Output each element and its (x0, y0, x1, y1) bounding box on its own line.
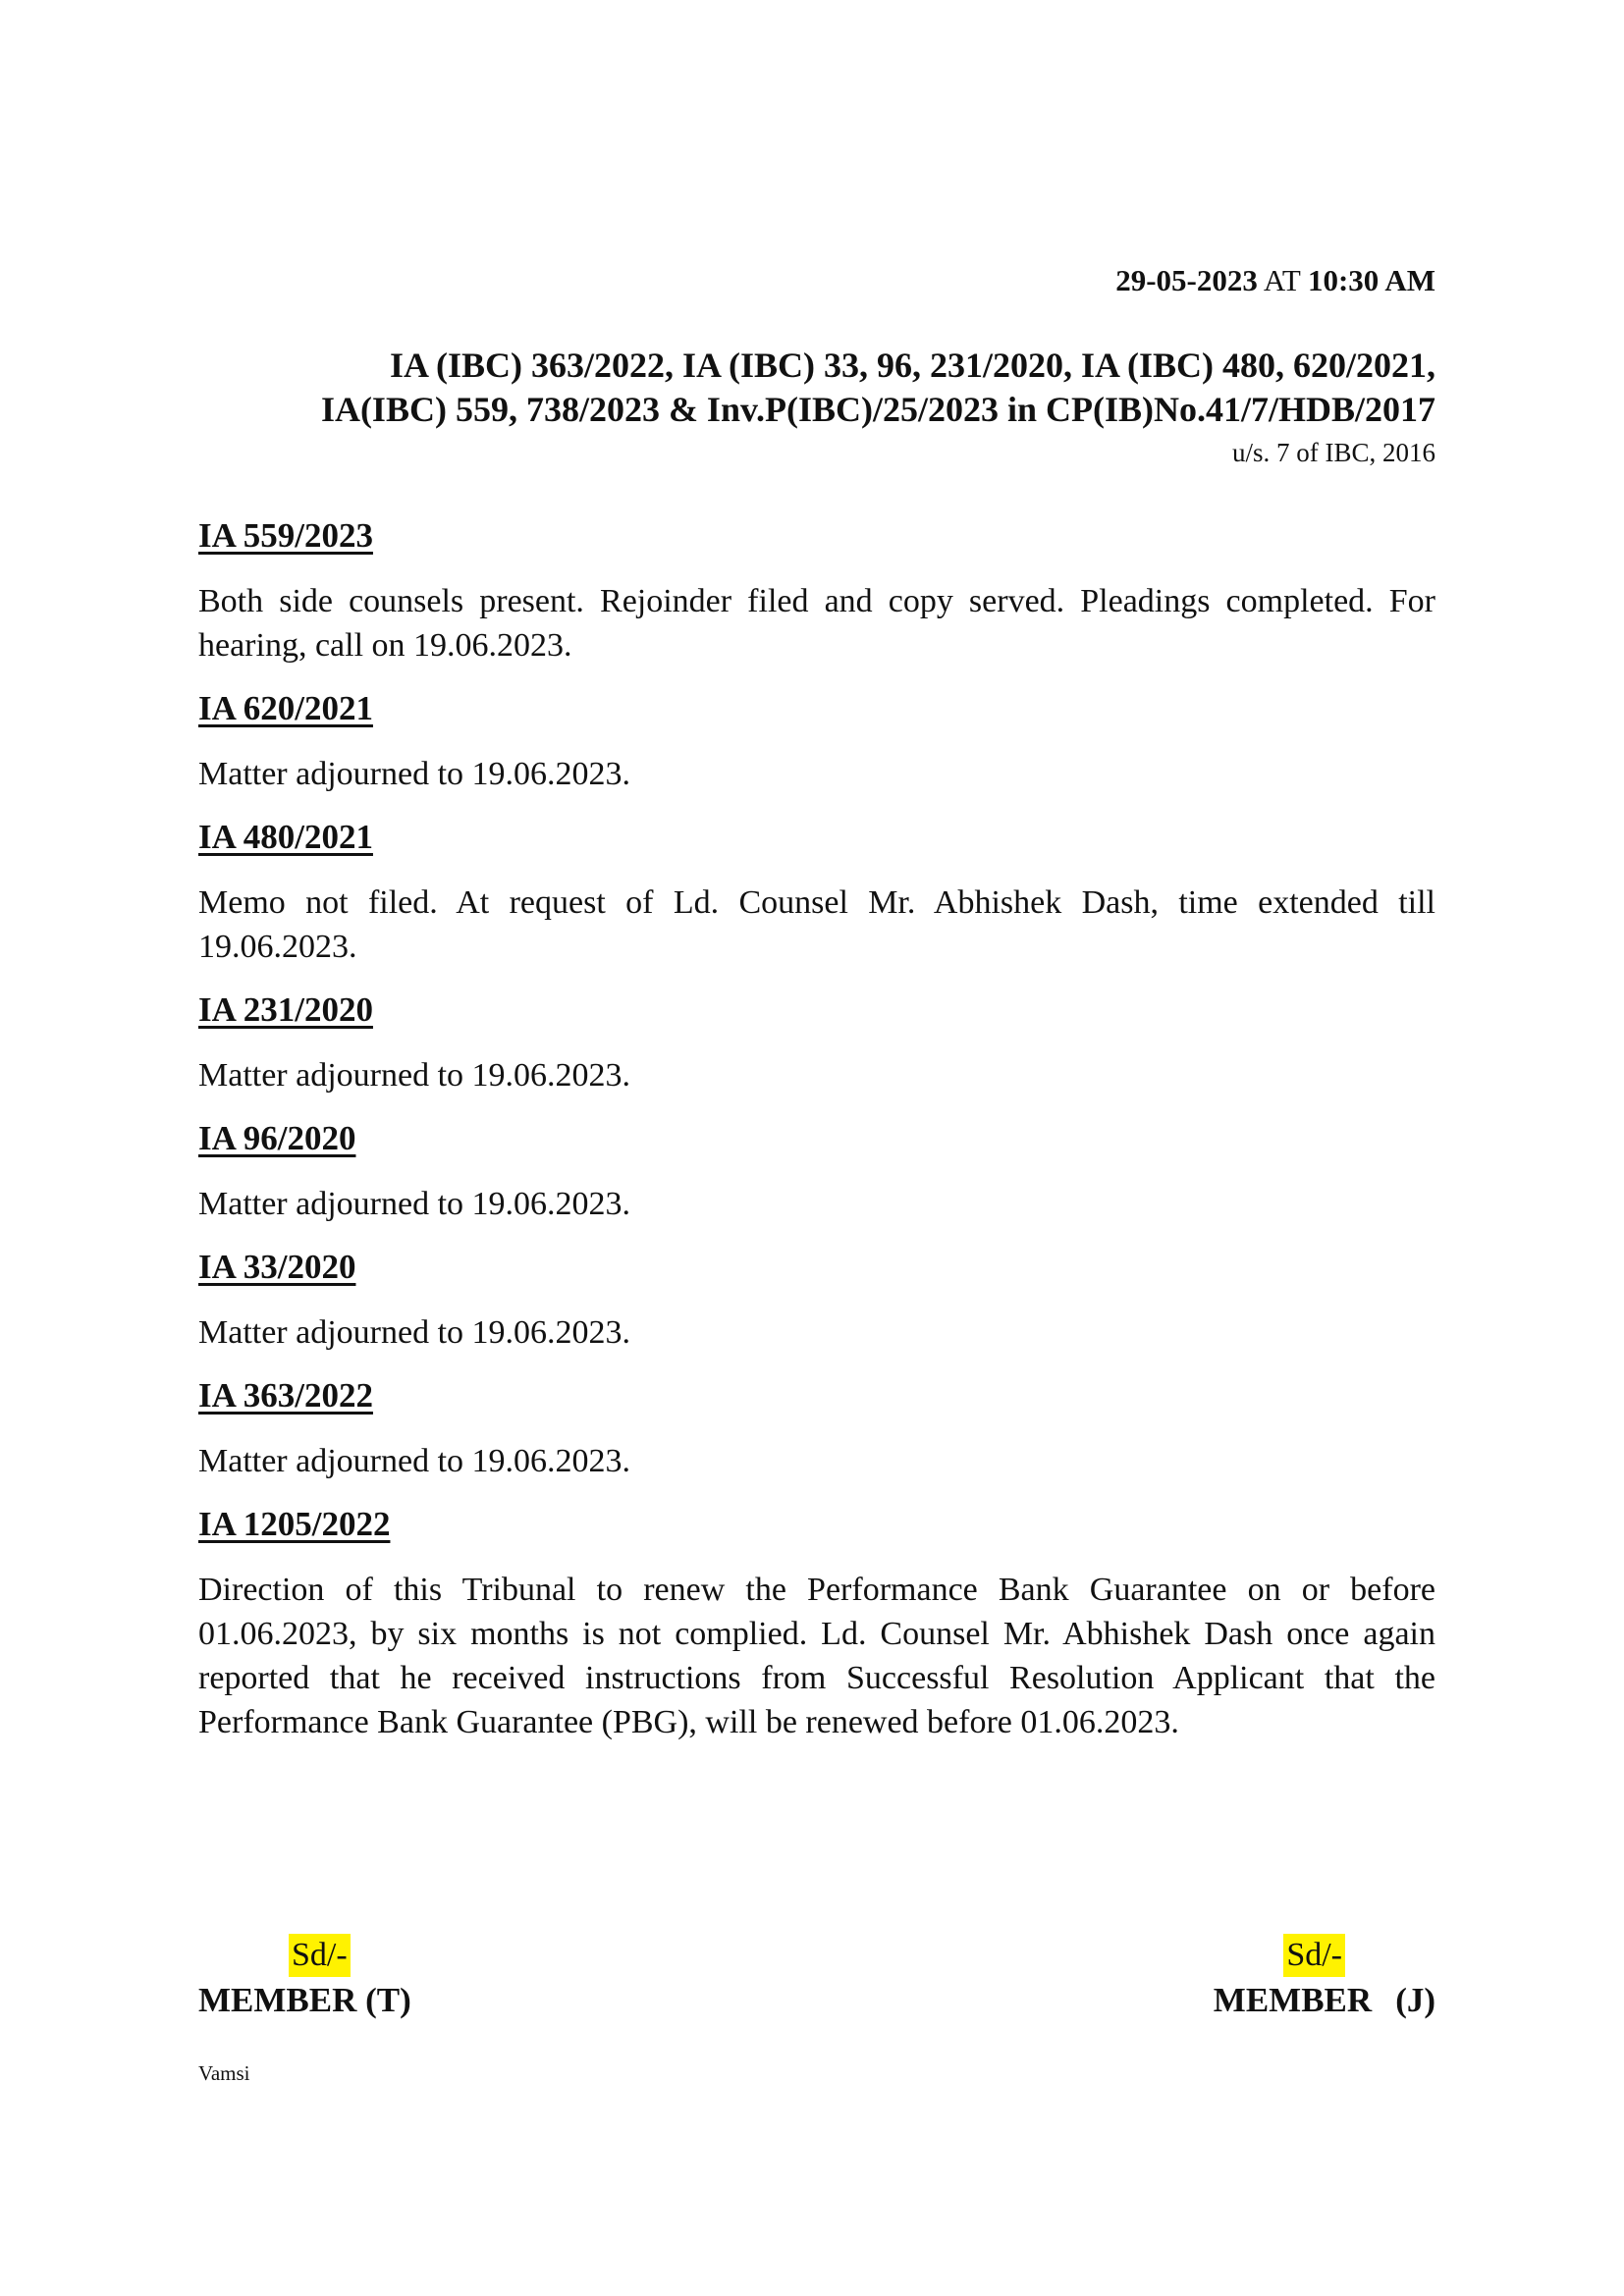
section-text: Matter adjourned to 19.06.2023. (198, 1186, 631, 1222)
order-section (198, 514, 1435, 667)
member-word: MEMBER (1213, 1981, 1373, 2019)
hearing-at: AT (1263, 263, 1301, 297)
section-heading: IA 559/2023 (198, 516, 373, 555)
case-title-line-1: IA (IBC) 363/2022, IA (IBC) 33, 96, 231/2020, IA (IBC) 480, 620/2021, (389, 346, 1435, 385)
signed-mark: Sd/- (289, 1934, 351, 1977)
order-section (198, 687, 1435, 796)
section-text: Matter adjourned to 19.06.2023. (198, 756, 631, 792)
section-text: Matter adjourned to 19.06.2023. (198, 1443, 631, 1479)
member-title: MEMBER (T) (198, 1981, 411, 2019)
section-heading: IA 231/2020 (198, 990, 373, 1029)
section-text: Memo not filed. At request of Ld. Counsel Mr. Abhishek Dash, time extended till 19.06.2023. (198, 884, 1435, 965)
section-heading: IA 1205/2022 (198, 1505, 391, 1543)
signature-member-technical (198, 1934, 411, 2022)
hearing-date-time (1115, 263, 1435, 298)
section-text: Matter adjourned to 19.06.2023. (198, 1314, 631, 1351)
section-text: Both side counsels present. Rejoinder filed and copy served. Pleadings completed. For hearing, call on 19.06.2023. (198, 583, 1435, 664)
section-text: Direction of this Tribunal to renew the Performance Bank Guarantee on or before 01.06.2023, by six months is not complied. Ld. Counsel Mr. Abhishek Dash once again reported that he received instructions from Successful Resolution Applicant that the Performance Bank Guarantee (PBG), will be renewed before 01.06.2023. (198, 1572, 1435, 1740)
signed-mark: Sd/- (1283, 1934, 1345, 1977)
member-title (1214, 1979, 1435, 2022)
typist-initials: Vamsi (198, 2061, 250, 2085)
signature-member-judicial (1214, 1934, 1435, 2022)
section-heading: IA 96/2020 (198, 1119, 356, 1157)
order-sections (198, 514, 1435, 1764)
member-tag: (J) (1395, 1981, 1435, 2019)
section-heading: IA 363/2022 (198, 1376, 373, 1415)
hearing-time: 10:30 AM (1307, 263, 1435, 297)
order-section (198, 1503, 1435, 1744)
section-heading: IA 620/2021 (198, 689, 373, 727)
case-title (159, 344, 1435, 432)
section-reference: u/s. 7 of IBC, 2016 (1231, 438, 1435, 467)
hearing-date: 29-05-2023 (1115, 263, 1258, 297)
section-heading: IA 480/2021 (198, 818, 373, 856)
order-section (198, 988, 1435, 1097)
case-title-line-2: IA(IBC) 559, 738/2023 & Inv.P(IBC)/25/2023 in CP(IB)No.41/7/HDB/2017 (320, 390, 1435, 429)
order-section (198, 816, 1435, 969)
order-section (198, 1374, 1435, 1483)
order-section (198, 1246, 1435, 1355)
section-heading: IA 33/2020 (198, 1248, 356, 1286)
section-text: Matter adjourned to 19.06.2023. (198, 1057, 631, 1094)
order-section (198, 1117, 1435, 1226)
